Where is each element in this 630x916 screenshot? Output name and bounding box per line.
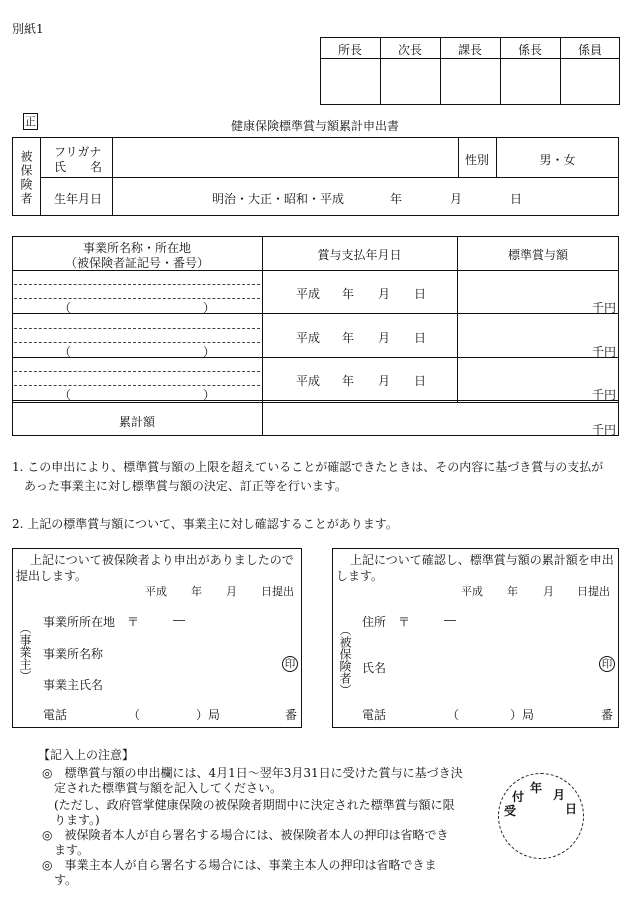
insurance-number-field[interactable]: （ ） [58, 345, 215, 359]
stamp-cell-director[interactable] [321, 59, 379, 104]
insured-side-label: （被保険者） [338, 624, 352, 696]
instruction-3-line2: す。 [54, 873, 78, 887]
approver-staff: 係員 [577, 43, 602, 57]
note-2: 2. 上記の標準賞与額について、事業主に対し確認することがあります。 [12, 517, 398, 531]
instruction-1-line3: (ただし、政府管掌健康保険の被保険者期間中に決定された標準賞与額に限 [54, 798, 455, 812]
office-header-line2: （被保険者証記号・番号） [64, 256, 209, 270]
insured-date-month: 月 [543, 585, 554, 598]
insured-postal-dash: ― [444, 613, 456, 627]
stamp-cell-section-chief[interactable] [441, 59, 499, 104]
employer-date-year: 年 [191, 585, 202, 598]
total-amount-field[interactable] [264, 404, 584, 434]
instructions-heading: 【記入上の注意】 [38, 748, 135, 762]
row-month-unit: 月 [378, 331, 391, 345]
row-year-unit: 年 [342, 287, 355, 301]
correction-mark: 正 [25, 115, 36, 128]
insured-name-field[interactable] [114, 139, 456, 175]
employer-date-era: 平成 [145, 585, 167, 598]
postal-mark: 〒 [127, 615, 140, 629]
insured-phone-field[interactable] [459, 704, 511, 722]
insured-address-label: 住所 [362, 615, 387, 629]
office-name-field[interactable] [14, 272, 260, 298]
insurance-number-field[interactable]: （ ） [58, 388, 215, 402]
row-day-unit: 日 [414, 374, 427, 388]
standard-bonus-header: 標準賞与額 [507, 248, 568, 262]
birth-era-options[interactable]: 明治・大正・昭和・平成 [212, 192, 345, 206]
office-header-line1: 事業所名称・所在地 [82, 241, 191, 255]
insured-postal-mark: 〒 [398, 615, 411, 629]
row-amount-unit: 千円 [592, 301, 617, 315]
approver-subsection-chief: 係長 [517, 43, 542, 57]
receipt-char-nen: 年 [530, 781, 543, 795]
owner-name-label: 事業主氏名 [43, 678, 104, 692]
insured-intro-line1: 上記について確認し、標準賞与額の累計額を申出 [350, 553, 614, 567]
gender-options[interactable]: 男・女 [539, 153, 576, 167]
receipt-char-hi: 日 [565, 802, 578, 816]
row-year-unit: 年 [342, 374, 355, 388]
insured-intro-line2: します。 [336, 569, 384, 583]
stamp-cell-deputy[interactable] [381, 59, 439, 104]
employer-date-day: 日提出 [261, 585, 294, 598]
row-era: 平成 [296, 331, 321, 345]
total-label: 累計額 [118, 415, 155, 429]
insured-date-day: 日提出 [577, 585, 610, 598]
office-name-field[interactable] [14, 315, 260, 342]
row-era: 平成 [296, 374, 321, 388]
furigana-label: フリガナ [54, 145, 102, 159]
employer-intro-line2: 提出します。 [16, 569, 88, 583]
gender-label: 性別 [464, 153, 489, 167]
insured-date-year: 年 [507, 585, 518, 598]
employer-phone-open: （ [128, 708, 141, 722]
row-amount-unit: 千円 [592, 345, 617, 359]
postal-dash: ― [173, 613, 185, 627]
birth-year-unit: 年 [390, 192, 403, 206]
birth-month-unit: 月 [450, 192, 463, 206]
birth-day-unit: 日 [510, 192, 523, 206]
insured-phone-label: 電話 [362, 708, 387, 722]
employer-intro-line1: 上記について被保険者より申出がありましたので [30, 553, 294, 567]
row-year-unit: 年 [342, 331, 355, 345]
approver-section-chief: 課長 [457, 43, 482, 57]
office-name-label: 事業所名称 [43, 647, 104, 661]
employer-side-label: （事業主） [18, 622, 32, 682]
row-month-unit: 月 [378, 287, 391, 301]
instruction-1-line1: ◎ 標準賞与額の申出欄には、4月1日～翌年3月31日に受けた賞与に基づき決 [42, 766, 463, 780]
row-amount-unit: 千円 [592, 388, 617, 402]
employer-phone-label: 電話 [43, 708, 68, 722]
receipt-char-tsuki: 月 [553, 788, 566, 802]
insured-date-era: 平成 [461, 585, 483, 598]
receipt-char-fu: 付 [512, 790, 525, 804]
payment-date-header: 賞与支払年月日 [317, 248, 402, 262]
attachment-label: 別紙1 [12, 22, 44, 36]
employer-phone-field[interactable] [140, 704, 196, 722]
note-1-line-1: 1. この申出により、標準賞与額の上限を超えていることが確認できたときは、その内容に基づき賞与の支払が [12, 460, 604, 474]
office-address-label: 事業所所在地 [43, 615, 116, 629]
name-label: 氏 名 [54, 160, 103, 174]
insured-name-sign-label: 氏名 [362, 661, 387, 675]
approver-director: 所長 [337, 43, 362, 57]
employer-phone-close: ）局 [196, 708, 221, 722]
form-title: 健康保険標準賞与額累計申出書 [230, 119, 399, 133]
employer-date-month: 月 [226, 585, 237, 598]
insurance-number-field[interactable]: （ ） [58, 301, 215, 315]
insured-section-label: 被保険者 [19, 150, 33, 206]
employer-seal[interactable]: 印 [282, 656, 298, 672]
instruction-3-line1: ◎ 事業主本人が自ら署名する場合には、事業主本人の押印は省略できま [42, 858, 437, 872]
total-amount-unit: 千円 [592, 423, 617, 437]
stamp-cell-staff[interactable] [561, 59, 619, 104]
instruction-1-line4: ります。) [54, 813, 100, 827]
note-1-line-2: あった事業主に対し標準賞与額の決定、訂正等を行います。 [24, 479, 347, 493]
row-day-unit: 日 [414, 287, 427, 301]
insured-phone-open: （ [447, 708, 460, 722]
instruction-1-line2: 定された標準賞与額を記入してください。 [54, 781, 283, 795]
insured-seal[interactable]: 印 [599, 656, 615, 672]
receipt-char-uke: 受 [504, 804, 517, 818]
insured-phone-close: ）局 [510, 708, 535, 722]
row-era: 平成 [296, 287, 321, 301]
stamp-cell-subsection-chief[interactable] [501, 59, 559, 104]
approver-deputy: 次長 [397, 43, 422, 57]
birthdate-label: 生年月日 [54, 192, 103, 206]
row-day-unit: 日 [414, 331, 427, 345]
instruction-2-line1: ◎ 被保険者本人が自ら署名する場合には、被保険者本人の押印は省略でき [42, 828, 449, 842]
office-name-field[interactable] [14, 359, 260, 385]
insured-phone-ban: 番 [601, 708, 614, 722]
instruction-2-line2: ます。 [54, 843, 90, 857]
row-month-unit: 月 [378, 374, 391, 388]
employer-phone-ban: 番 [285, 708, 298, 722]
